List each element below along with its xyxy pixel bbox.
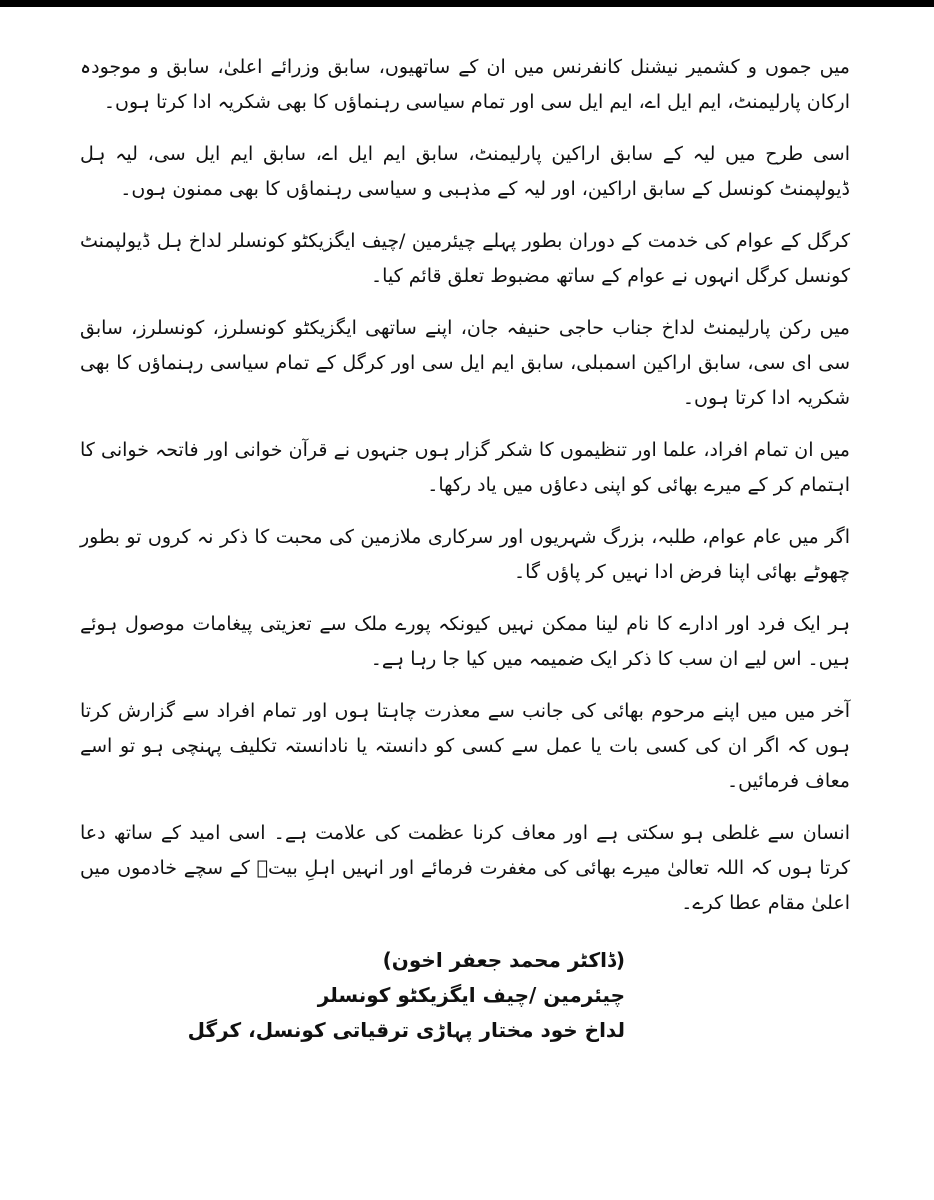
paragraph-6: اگر میں عام عوام، طلبہ، بزرگ شہریوں اور سرکاری ملازمین کی محبت کا ذکر نہ کروں تو بطور چھوٹے بھائی اپنا فرض ادا نہیں کر پاؤں گا۔ <box>80 526 850 583</box>
paragraph-4: میں رکن پارلیمنٹ لداخ جناب حاجی حنیفہ جان، اپنے ساتھی ایگزیکٹو کونسلرز، کونسلرز، سابق سی ای سی، سابق اراکین اسمبلی، سابق ایم ایل سی اور کرگل کے تمام سیاسی رہنماؤں کا بھی شکریہ ادا کرتا ہوں۔ <box>80 317 850 409</box>
paragraph-3: کرگل کے عوام کی خدمت کے دوران بطور پہلے چیئرمین /چیف ایگزیکٹو کونسلر لداخ ہل ڈیولپمنٹ کونسل کرگل انہوں نے عوام کے ساتھ مضبوط تعلق قائم کیا۔ <box>80 230 850 287</box>
paragraph-8: آخر میں میں اپنے مرحوم بھائی کی جانب سے معذرت چاہتا ہوں اور تمام افراد سے گزارش کرتا ہوں کہ اگر ان کی کسی بات یا عمل سے کسی کو دانستہ یا نادانستہ تکلیف پہنچی ہو تو اسے معاف فرمائیں۔ <box>80 700 850 792</box>
paragraph-9: انسان سے غلطی ہو سکتی ہے اور معاف کرنا عظمت کی علامت ہے۔ اسی امید کے ساتھ دعا کرتا ہوں کہ اللہ تعالیٰ میرے بھائی کی مغفرت فرمائے اور انہیں اہلِ بیتؑ کے سچے خادموں میں اعلیٰ مقام عطا کرے۔ <box>80 822 850 914</box>
letter-page <box>80 50 850 1048</box>
signatory-name: (ڈاکٹر محمد جعفر اخون) <box>382 948 625 972</box>
paragraph-5: میں ان تمام افراد، علما اور تنظیموں کا شکر گزار ہوں جنہوں نے قرآن خوانی اور فاتحہ خوانی کا اہتمام کر کے میرے بھائی کو اپنی دعاؤں میں یاد رکھا۔ <box>80 439 850 496</box>
signature-block <box>80 943 850 1048</box>
paragraph-1: میں جموں و کشمیر نیشنل کانفرنس میں ان کے ساتھیوں، سابق وزرائے اعلیٰ، سابق و موجودہ ارکان پارلیمنٹ، ایم ایل اے، ایم ایل سی اور تمام سیاسی رہنماؤں کا بھی شکریہ ادا کرتا ہوں۔ <box>80 56 850 113</box>
paragraph-2: اسی طرح میں لیہ کے سابق اراکین پارلیمنٹ، سابق ایم ایل اے، سابق ایم ایل سی، لیہ ہل ڈیولپمنٹ کونسل کے سابق اراکین، اور لیہ کے مذہبی و سیاسی رہنماؤں کا بھی ممنون ہوں۔ <box>80 143 850 200</box>
signatory-title: چیئرمین /چیف ایگزیکٹو کونسلر <box>317 983 625 1007</box>
top-border <box>0 0 934 7</box>
signatory-organization: لداخ خود مختار پہاڑی ترقیاتی کونسل، کرگل <box>187 1018 625 1042</box>
paragraph-7: ہر ایک فرد اور ادارے کا نام لینا ممکن نہیں کیونکہ پورے ملک سے تعزیتی پیغامات موصول ہوئے ہیں۔ اس لیے ان سب کا ذکر ایک ضمیمہ میں کیا جا رہا ہے۔ <box>80 613 850 670</box>
